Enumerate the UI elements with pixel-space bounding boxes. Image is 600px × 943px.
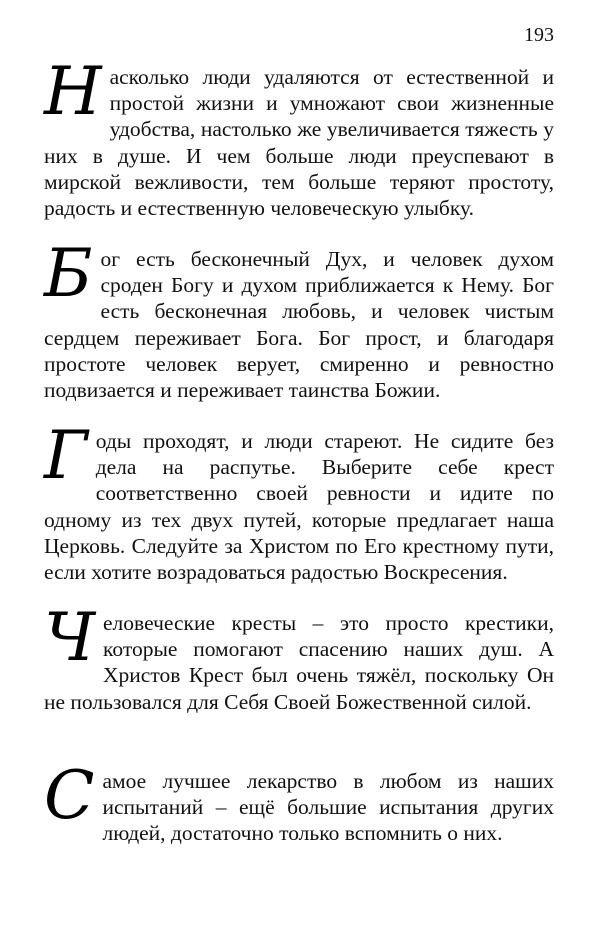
paragraph-1 [44, 53, 554, 221]
drop-cap-initial: Б [44, 235, 93, 312]
paragraph-text: асколько люди удаляются от естественной и простой жизни и умножают свои жизненные удобства, настолько же увеличивается тяжесть у них в душе. И чем больше люди преуспевают в мирской вежливости, тем больше теряют простоту, радость и естественную человеческую улыбку. [44, 65, 554, 221]
drop-cap-initial: С [44, 757, 95, 834]
paragraph-5 [44, 757, 554, 847]
page-number: 193 [524, 24, 554, 46]
paragraph-text: амое лучшее лекарство в любом из наших испытаний – ещё большие испытания других людей, достаточно только вспомнить о них. [102, 769, 554, 846]
paragraph-2 [44, 235, 554, 403]
paragraph-text: оды проходят, и люди стареют. Не сидите без дела на распутье. Выберите себе крест соответственно своей ревности и идите по одному из тех двух путей, которые предлагает наша Церковь. Следуйте за Христом по Его крестному пути, если хотите возрадоваться радостью Воскресения. [44, 429, 554, 585]
paragraph-text: еловеческие кресты – это просто крестики, которые помогают спасению наших душ. А Христов Крест был очень тяжёл, поскольку Он не пользовался для Себя Своей Божественной силой. [44, 611, 554, 714]
paragraph-text: ог есть бесконечный Дух, и человек духом сроден Богу и духом приближается к Нему. Бог есть бесконечная любовь, и человек чистым сердцем переживает Бога. Бог прост, и благодаря простоте человек верует, смиренно и ревностно подвизается и переживает таинства Божии. [44, 247, 554, 403]
drop-cap-initial: Н [44, 53, 102, 130]
paragraph-3 [44, 417, 554, 585]
drop-cap-initial: Г [44, 417, 88, 494]
drop-cap-initial: Ч [44, 599, 96, 676]
paragraph-4 [44, 599, 554, 715]
